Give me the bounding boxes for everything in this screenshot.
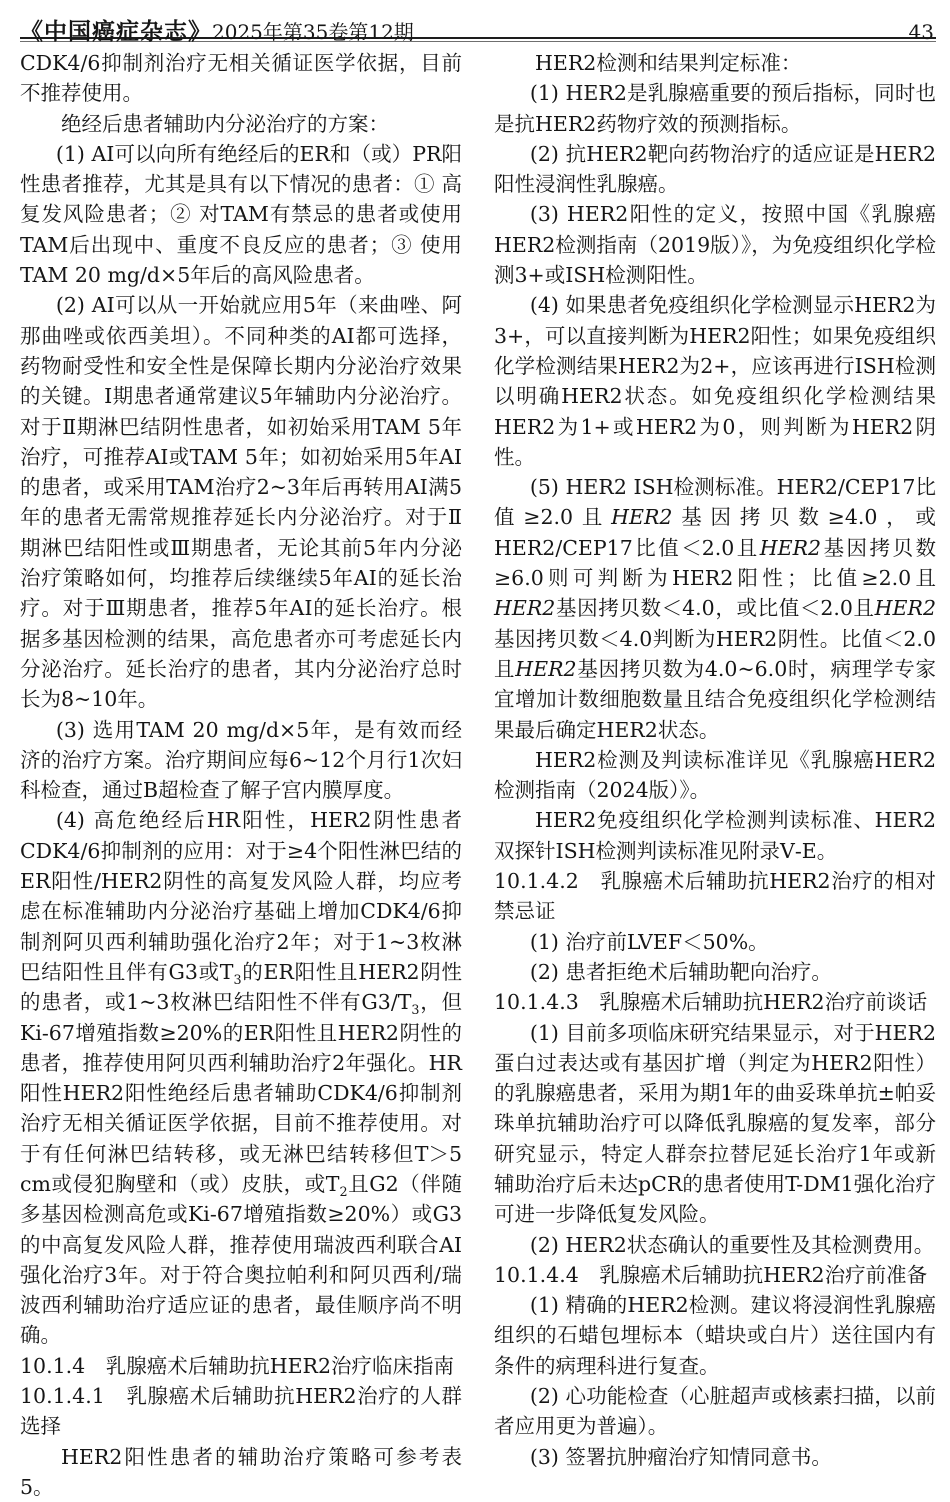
paragraph: (1) 精确的HER2检测。建议将浸润性乳腺癌组织的石蜡包埋标本（蜡块或白片）送往国内有条件的病理科进行复查。 — [494, 1293, 936, 1378]
section-heading: 10.1.4.2 乳腺癌术后辅助抗HER2治疗的相对禁忌证 — [494, 869, 936, 924]
paragraph: (4) 如果患者免疫组织化学检测显示HER2为3+，可以直接判断为HER2阳性；如果免疫组织化学检测结果HER2为2+，应该再进行ISH检测以明确HER2状态。如免疫组织化学检测结果HER2为1+或HER2为0，则判断为HER2阴性。 — [494, 293, 936, 469]
paragraph: (1) 治疗前LVEF＜50%。 — [529, 929, 769, 954]
paragraph: (2) 抗HER2靶向药物治疗的适应证是HER2阳性浸润性乳腺癌。 — [494, 141, 936, 197]
right-column — [494, 48, 936, 1502]
article-body — [20, 48, 936, 1502]
running-head — [20, 0, 936, 45]
paragraph: HER2检测和结果判定标准： — [535, 51, 802, 75]
paragraph: (2) 心功能检查（心脏超声或核素扫描，以前者应用更为普遍）。 — [494, 1384, 936, 1439]
section-heading: 10.1.4.4 乳腺癌术后辅助抗HER2治疗前准备 — [494, 1262, 928, 1287]
paragraph: (3) 选用TAM 20 mg/d×5年，是有效而经济的治疗方案。治疗期间应每6~12个月行1次妇科检查，通过B超检查了解子宫内膜厚度。 — [20, 717, 462, 803]
paragraph: (2) 患者拒绝术后辅助靶向治疗。 — [529, 959, 832, 984]
paragraph: HER2免疫组织化学检测判读标准、HER2双探针ISH检测判读标准见附录Ⅴ-E。 — [494, 808, 936, 863]
paragraph: (2) HER2状态确认的重要性及其检测费用。 — [529, 1232, 935, 1257]
paragraph: (1) 目前多项临床研究结果显示，对于HER2蛋白过表达或有基因扩增（判定为HER2阳性）的乳腺癌患者，采用为期1年的曲妥珠单抗±帕妥珠单抗辅助治疗可以降低乳腺癌的复发率，部分研究显示，特定人群奈拉替尼延长治疗1年或新辅助治疗后未达pCR的患者使用T-DM1强化治疗可进一步降低复发风险。 — [494, 1020, 936, 1227]
section-heading: 10.1.4.1 乳腺癌术后辅助抗HER2治疗的人群选择 — [20, 1384, 462, 1439]
paragraph: (1) AI可以向所有绝经后的ER和（或）PR阳性患者推荐，尤其是具有以下情况的患者：① 高复发风险患者；② 对TAM有禁忌的患者或使用TAM后出现中、重度不良反应的患者；③ 使用TAM 20 mg/d×5年后的高风险患者。 — [20, 141, 462, 288]
running-head-left — [20, 13, 414, 46]
section-heading: 10.1.4 乳腺癌术后辅助抗HER2治疗临床指南 — [20, 1353, 455, 1378]
page-number: 43 — [908, 20, 934, 44]
paragraph: (3) HER2阳性的定义，按照中国《乳腺癌HER2检测指南（2019版）》，为免疫组织化学检测3+或ISH检测阳性。 — [494, 202, 936, 288]
issue-info: 2025年第35卷第12期 — [212, 20, 414, 44]
paragraph: CDK4/6抑制剂治疗无相关循证医学依据，目前不推荐使用。 — [20, 51, 462, 106]
paragraph: (3) 签署抗肿瘤治疗知情同意书。 — [529, 1444, 832, 1469]
paragraph: (4) 高危绝经后HR阳性，HER2阴性患者CDK4/6抑制剂的应用：对于≥4个阳性淋巴结的ER阳性/HER2阴性的高复发风险人群，均应考虑在标准辅助内分泌治疗基础上增加CDK4/6抑制剂阿贝西利辅助强化治疗2年；对于1~3枚淋巴结阳性且伴有G3或$T_3$的ER阳性且HER2阴性的患者，或1~3枚淋巴结阳性不伴有$G3/T_3$，但Ki-67增殖指数≥20%的ER阳性且HER2阴性的患者，推荐使用阿贝西利辅助治疗2年强化。HR阳性HER2阳性绝经后患者辅助CDK4/6抑制剂治疗无相关循证医学依据，目前不推荐使用。对于有任何淋巴结转移，或无淋巴结转移但T＞5 cm或侵犯胸壁和（或）皮肤，或$T_2$且G2（伴随多基因检测高危或Ki-67增殖指数≥20%）或G3的中高复发风险人群，推荐使用瑞波西利联合AI强化治疗3年。对于符合奥拉帕利和阿贝西利/瑞波西利辅助治疗适应证的患者，最佳顺序尚不明确。 — [20, 808, 463, 1348]
left-column — [20, 48, 462, 1502]
paragraph: 绝经后患者辅助内分泌治疗的方案： — [61, 111, 389, 136]
paragraph: HER2检测及判读标准详见《乳腺癌HER2检测指南（2024版）》。 — [494, 747, 936, 803]
paragraph: HER2阳性患者的辅助治疗策略可参考表5。 — [20, 1444, 462, 1499]
journal-title: 《中国癌症杂志》 — [20, 18, 212, 45]
section-heading: 10.1.4.3 乳腺癌术后辅助抗HER2治疗前谈话 — [494, 990, 928, 1015]
paragraph: (5) HER2 ISH检测标准。HER2/CEP17比值≥2.0且HER2基因拷贝数≥4.0，或HER2/CEP17比值＜2.0且HER2基因拷贝数≥6.0则可判断为HER2阳性；比值≥2.0且HER2基因拷贝数＜4.0，或比值＜2.0且HER2基因拷贝数＜4.0判断为HER2阴性。比值＜2.0且HER2基因拷贝数为4.0~6.0时，病理学专家宜增加计数细胞数量且结合免疫组织化学检测结果最后确定HER2状态。 — [494, 475, 937, 742]
paragraph: (1) HER2是乳腺癌重要的预后指标，同时也是抗HER2药物疗效的预测指标。 — [494, 81, 936, 136]
paragraph: (2) AI可以从一开始就应用5年（来曲唑、阿那曲唑或依西美坦）。不同种类的AI都可选择，药物耐受性和安全性是保障长期内分泌治疗效果的关键。Ⅰ期患者通常建议5年辅助内分泌治疗。对于Ⅱ期淋巴结阴性患者，如初始采用TAM 5年治疗，可推荐AI或TAM 5年；如初始采用5年AI的患者，或采用TAM治疗2~3年后再转用AI满5年的患者无需常规推荐延长内分泌治疗。对于Ⅱ期淋巴结阳性或Ⅲ期患者，无论其前5年内分泌治疗策略如何，均推荐后续继续5年AI的延长治疗。对于Ⅲ期患者，推荐5年AI的延长治疗。根据多基因检测的结果，高危患者亦可考虑延长内分泌治疗。延长治疗的患者，其内分泌治疗总时长为8~10年。 — [20, 293, 462, 712]
